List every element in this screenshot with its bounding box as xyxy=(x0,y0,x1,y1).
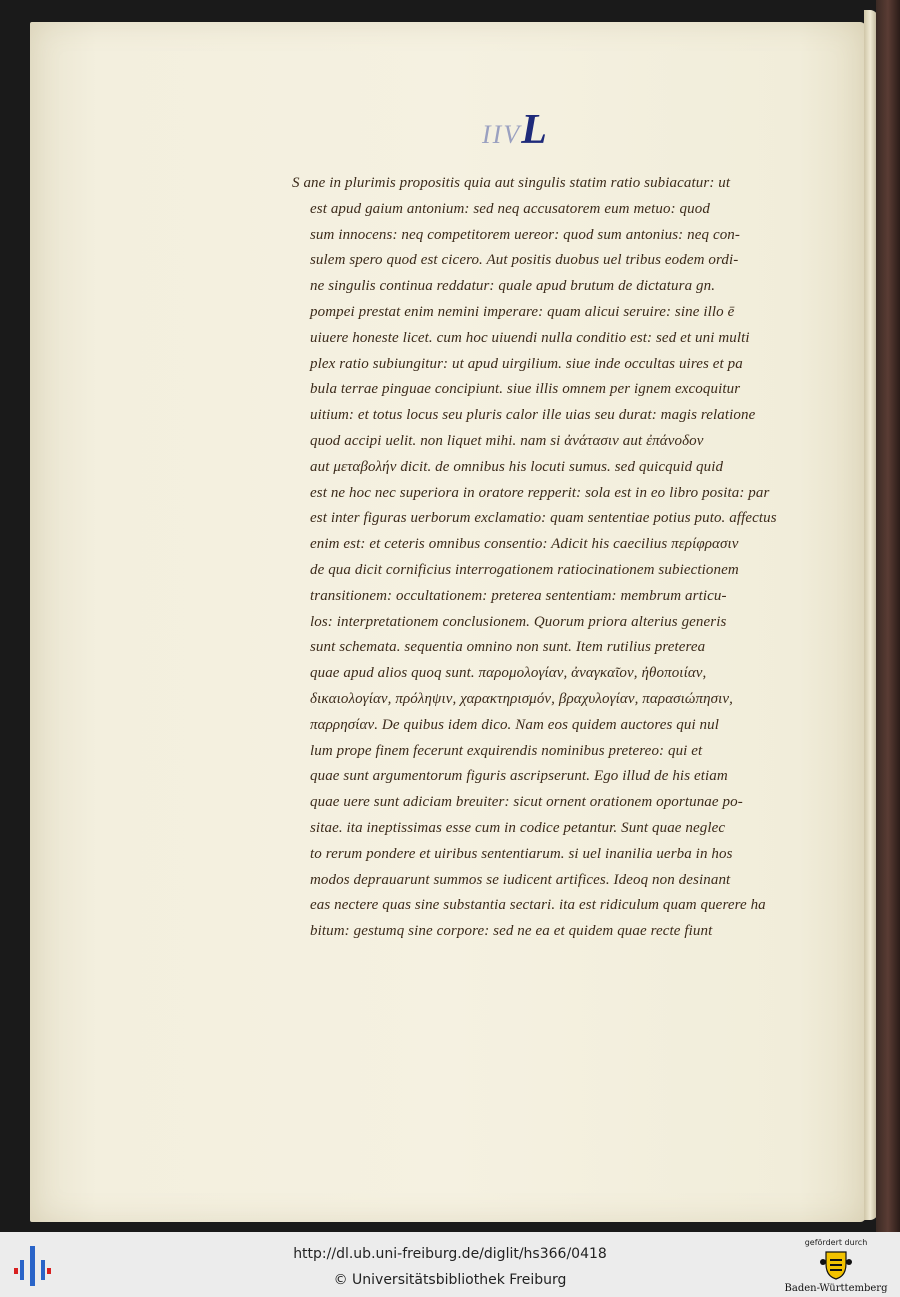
manuscript-line: sum innocens: neq competitorem uereor: quod sum antonius: neq con- xyxy=(310,226,740,243)
sponsor-block xyxy=(776,1236,896,1294)
manuscript-line: est inter figuras uerborum exclamatio: quam sententiae potius puto. affectus xyxy=(310,510,777,527)
manuscript-text xyxy=(292,171,832,945)
manuscript-line: bitum: gestumq sine corpore: sed ne ea et quidem quae recte fiunt xyxy=(310,923,713,940)
manuscript-line: est ne hoc nec superiora in oratore repperit: sola est in eo libro posita: par xyxy=(310,484,770,501)
manuscript-page xyxy=(30,22,866,1222)
manuscript-line: plex ratio subiungitur: ut apud uirgilium. siue inde occultas uires et pa xyxy=(310,355,743,372)
manuscript-line: ne singulis continua reddatur: quale apud brutum de dictatura gn. xyxy=(310,278,716,295)
manuscript-line: aut μεταβολήν dicit. de omnibus his locuti sumus. sed quicquid quid xyxy=(310,458,724,475)
manuscript-line: S ane in plurimis propositis quia aut singulis statim ratio subiacatur: ut xyxy=(292,175,731,191)
manuscript-line: to rerum pondere et uiribus sententiarum. si uel inanilia uerba in hos xyxy=(310,845,733,862)
manuscript-line: bula terrae pinguae concipiunt. siue illis omnem per ignem excoquitur xyxy=(310,381,741,398)
manuscript-line: transitionem: occultationem: preterea sententiam: membrum articu- xyxy=(310,587,727,604)
manuscript-line: modos deprauarunt summos se iudicent artifices. Ideoq non desinant xyxy=(310,871,731,888)
manuscript-line: δικαιολογίαν, πρόληψιν, χαρακτηρισμόν, βραχυλογίαν, παρασιώπησιν, xyxy=(310,690,734,707)
manuscript-line: de qua dicit cornificius interrogationem ratiocinationem subiectionem xyxy=(310,561,739,578)
copyright-text: © Universitätsbibliothek Freiburg xyxy=(333,1272,567,1288)
manuscript-line: uitium: et totus locus seu pluris calor ille uias seu durat: magis relatione xyxy=(310,407,756,424)
manuscript-line: pompei prestat enim nemini imperare: quam alicui seruire: sine illo ē xyxy=(310,303,735,320)
folio-mark-faint: IIV xyxy=(482,120,522,149)
sponsor-label: gefördert durch xyxy=(804,1238,868,1247)
manuscript-line: sitae. ita ineptissimas esse cum in codice petantur. Sunt quae neglec xyxy=(310,819,726,836)
manuscript-line: sulem spero quod est cicero. Aut positis duobus uel tribus eodem ordi- xyxy=(310,252,739,269)
manuscript-line: eas nectere quas sine substantia sectari. ita est ridiculum quam querere ha xyxy=(310,897,766,914)
book-binding xyxy=(876,0,900,1232)
manuscript-line: quod accipi uelit. non liquet mihi. nam si ἀνάτασιν aut ἐπάνοδον xyxy=(310,432,704,449)
manuscript-line: quae apud alios quoq sunt. παρομολογίαν, ἀναγκαῖον, ἠθοποιίαν, xyxy=(310,665,707,682)
manuscript-line: los: interpretationem conclusionem. Quorum priora alterius generis xyxy=(310,613,727,630)
baden-wuerttemberg-crest-icon xyxy=(820,1250,852,1280)
manuscript-line: quae sunt argumentorum figuris ascripserunt. Ego illud de his etiam xyxy=(310,768,728,785)
manuscript-line: sunt schemata. sequentia omnino non sunt. Item rutilius preterea xyxy=(310,639,706,656)
folio-mark: L xyxy=(521,107,549,153)
sponsor-name: Baden-Württemberg xyxy=(784,1283,888,1294)
manuscript-line: lum prope finem fecerunt exquirendis nominibus pretereo: qui et xyxy=(310,742,703,759)
manuscript-line: est apud gaium antonium: sed neq accusatorem eum metuo: quod xyxy=(310,200,710,217)
manuscript-line: quae uere sunt adiciam breuiter: sicut ornent orationem oportunae po- xyxy=(310,794,743,811)
permalink-url[interactable]: http://dl.ub.uni-freiburg.de/diglit/hs366/0418 xyxy=(293,1246,607,1262)
manuscript-line: enim est: et ceteris omnibus consentio: Adicit his caecilius περίφρασιν xyxy=(310,536,739,553)
folio-initial xyxy=(482,106,549,154)
manuscript-line: παρρησίαν. De quibus idem dico. Nam eos quidem auctores qui nul xyxy=(310,716,720,733)
viewer-footer xyxy=(0,1232,900,1297)
manuscript-line: uiuere honeste licet. cum hoc uiuendi nulla conditio est: sed et uni multi xyxy=(310,329,750,346)
